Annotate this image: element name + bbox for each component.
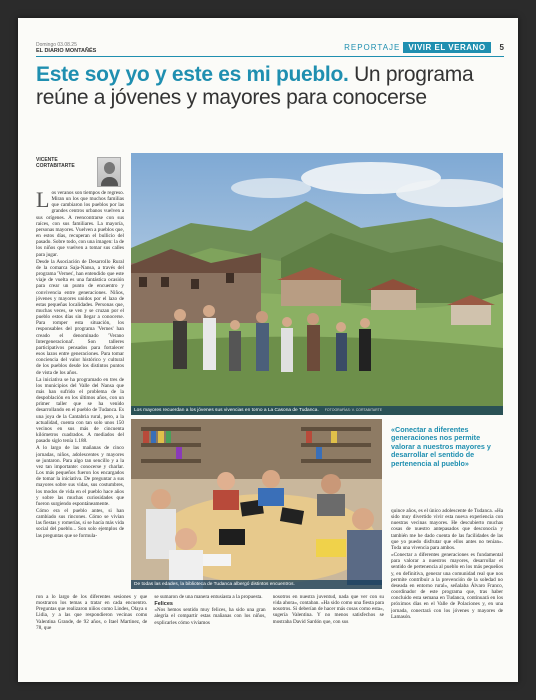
paragraph: A lo largo de las mañanas de cinco jornadas, niños, adolescentes y mayores se juntaron. Para algo tan sencillo y a la vez tan importante: conocerse y charlar. Los más pequeños fueron los encargados de tomar la iniciativa. De preguntar a sus mayores sobre sus vidas, sus costumbres, los modos de vida en el pueblo hace años y sobre las muchas curiosidades que fueron surgiendo espontáneamente. [36, 445, 124, 507]
author-last-name: CORTABITARTE [36, 163, 75, 169]
page-number: 5 [499, 43, 504, 52]
headline-rest: Un programa reúne a jóvenes y mayores para conocerse [36, 63, 474, 109]
paragraph: «Conectar a diferentes generaciones es fundamental para valorar a nuestros mayores, desarrollar el sentido de pertenencia al pueblo en los más pequeños y, en definitiva, generar una comunidad real que nos permite contribuir a la prevención de la soledad no deseada en entorno rural», señalaba Álvaro Franco, coordinador de este programa que, tras haber concluido esta semana en Tudanca, continuará en los próximos días en el Valle de Polaciones y, en una jornada, conectará con los jóvenes y mayores de Lamasón. [391, 552, 503, 620]
village-landscape-photo [131, 153, 503, 415]
newspaper-name: EL DIARIO MONTAÑÉS [36, 48, 97, 54]
paragraph: La iniciativa se ha programado en tres de los municipios del Valle del Nansa que más han sufrido el problema de la despoblación en los últimos años, con un primer taller que se ha venido desarrollando en el pueblo de Tudanca. Es una joya de la Cantabria rural, pero, a la actualidad, cuenta con tan solo unos 150 vecinos en sus más de cincuenta kilómetros cuadrados. A mediados del pasado siglo tenía 1.188. [36, 376, 124, 445]
section-label: REPORTAJE [344, 43, 401, 52]
author-first-name: VICENTE [36, 157, 58, 163]
paragraph: Cómo era el pueblo antes, si han cambiado sus rincones. Cómo se vivían las fiestas y romerías, si se hacía más vida social del pueblo... Son solo ejemplos de las preguntas que se formula- [36, 507, 124, 539]
header-rule [36, 56, 504, 57]
subheading: Felices [154, 601, 173, 608]
paragraph: quince años, es el único adolescente de Tudanca. «Ha sido muy divertido vivir esta nueva experiencia con nuestras vecinas mayores. He descubierto muchas cosas de nuestro antepasados que desconocía y también me he dado cuenta de las facilidades de las que yo puedo disfrutar que ellos antes no tenían». Toda una vivencia para ambos. [391, 508, 503, 551]
drop-cap: L [36, 190, 50, 212]
author-byline [36, 157, 86, 169]
article-column-1 [36, 190, 124, 590]
section-header [344, 42, 504, 53]
newspaper-page [18, 18, 518, 682]
section-title-badge: VIVIR EL VERANO [403, 42, 490, 53]
paragraph: ron a lo largo de los diferentes sesiones y que mostraron los temas a tratar en cada encuentro. Preguntas que realizaron niños como Lindes, Olaya o Lidia, y a las que respondieron vecinas como Valentina Grande, de 92 años, o Itael Martinez, de 78, que [36, 594, 148, 631]
paragraph: Desde la Asociación de Desarrollo Rural de la comarca Saja-Nansa, a través del programa 'Vernes', han entendido que este viaje de vuelta es una fantástica ocasión para crear un punto de encuentro y convivencia entre generaciones. Niños, jóvenes y mayores unidos por el lazo de estas pequeñas localidades. Personas que, muchas veces, se ven y se cruzan por el pueblo estos días sin llegar a conocerse. Para romper esta situación, los responsables del programa 'Vernes' han creado el denominado 'Verano Intergeneracional'. Son talleres participativos pensados para fortalecer esos lazos entre generaciones. Para tomar conciencia del valor histórico y cultural de los pueblos desde los distintos puntos de vista de los años. [36, 258, 124, 376]
caption-text: Los mayores recuerdan a los jóvenes sus vivencias en torno a La Casona de Tudanca. [134, 408, 319, 413]
secondary-photo [131, 419, 382, 589]
paragraph: se sumaron de una manera entusiasta a la propuesta. [154, 594, 263, 600]
article-column-3 [154, 594, 265, 678]
article-column-4 [273, 594, 384, 678]
paragraph: nosotros en nuestra juventud, nada que ver con su vida ahora», contaban. «Ha sido como una fiesta para nosotros. Si deberían de hacer más cosas como esta», sugería Valentina. Y no menos satisfechos se mostraba David Sardón que, con sus [272, 594, 384, 625]
pull-quote: «Conectar a diferentes generaciones nos permite valorar a nuestros mayores y desarrollar el sentido de pertenencia al pueblo» [391, 425, 491, 468]
issue-date: Domingo 03.08.25 [36, 42, 77, 48]
column-spacer [391, 594, 503, 678]
headline-bold: Este soy yo y este es mi pueblo. [36, 63, 349, 86]
author-photo [97, 157, 121, 187]
article-column-2 [36, 594, 147, 678]
paragraph: os veranos son tiempos de regreso. Miran un los que muchos familias que cambiaron los pueblos por las grandes centros urbanos vuelven a sus orígenes. A reencontrarse con sus raíces, con sus familiares. La mayoría, personas mayores. Vuelven a pueblos que, en estos días, recuperan el bullicio del pasado. Sobre todo, con una imagen: la de los niños que vuelven a tomar sus calles para jugar. [36, 190, 124, 258]
page-header-left [36, 42, 96, 54]
photo-caption: De todas las edades, la biblioteca de Tudanca albergó distintos encuentros. [131, 580, 382, 589]
main-photo [131, 153, 503, 415]
paragraph: «Nos hemos sentido muy felices, ha sido una gran alegría el compartir estas mañanas con los niños, explicarles cómo vivíamos [154, 607, 266, 626]
library-workshop-photo [131, 419, 382, 589]
photo-caption [131, 406, 503, 415]
bottom-columns [36, 594, 503, 678]
photo-credit: FOTOGRAFÍAS: V. CORTABITARTE [324, 408, 383, 412]
headline [36, 63, 506, 109]
